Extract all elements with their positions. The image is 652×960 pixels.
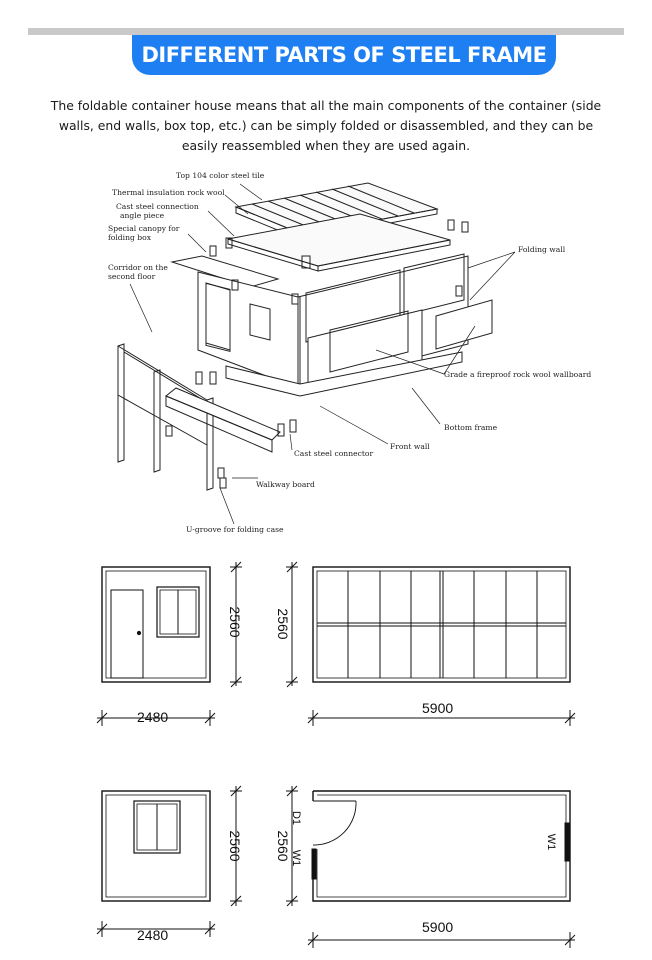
floor-plan xyxy=(312,791,570,901)
label-folding-wall: Folding wall xyxy=(518,245,566,254)
intro-paragraph: The foldable container house means that all the main components of the container (side walls, end walls, box top, etc.) can be simply folded or disassembled, and they can be easily reassembled when they are used again. xyxy=(50,98,602,153)
label-corridor-1: Corridor on the xyxy=(108,263,168,272)
label-top-tile: Top 104 color steel tile xyxy=(176,171,265,180)
insulation-layer xyxy=(228,214,450,271)
label-rock-wool: Thermal insulation rock wool xyxy=(112,188,225,197)
label-canopy-1: Special canopy for xyxy=(108,224,180,233)
window-mark-w1-right: W1 xyxy=(545,833,557,851)
dim-rear-height: 2560 xyxy=(227,830,243,862)
label-corridor-2: second floor xyxy=(108,272,156,281)
label-canopy-2: folding box xyxy=(108,233,151,242)
dim-rear-width: 2480 xyxy=(137,927,169,943)
label-u-groove: U-groove for folding case xyxy=(186,525,284,534)
label-cast-connection-2: angle piece xyxy=(120,211,165,220)
dim-end-width: 2480 xyxy=(137,709,169,725)
rear-elevation xyxy=(102,791,210,901)
dim-side-length: 5900 xyxy=(422,700,454,716)
dim-side-height: 2560 xyxy=(275,608,291,640)
label-bottom-frame: Bottom frame xyxy=(444,423,498,432)
dim-end-height: 2560 xyxy=(227,606,243,638)
door-mark-d1: D1 xyxy=(290,810,302,826)
label-wallboard: Grade a fireproof rock wool wallboard xyxy=(444,370,592,379)
label-walkway: Walkway board xyxy=(256,480,315,489)
end-elevation xyxy=(102,567,210,682)
side-elevation xyxy=(313,567,570,682)
dim-plan-length: 5900 xyxy=(422,919,454,935)
window-mark-w1-left: W1 xyxy=(290,849,302,867)
label-cast-connection-1: Cast steel connection xyxy=(116,202,199,211)
label-cast-connector: Cast steel connector xyxy=(294,449,374,458)
label-front-wall: Front wall xyxy=(390,442,430,451)
dim-plan-height: 2560 xyxy=(275,830,291,862)
page-title: DIFFERENT PARTS OF STEEL FRAME xyxy=(141,43,547,67)
